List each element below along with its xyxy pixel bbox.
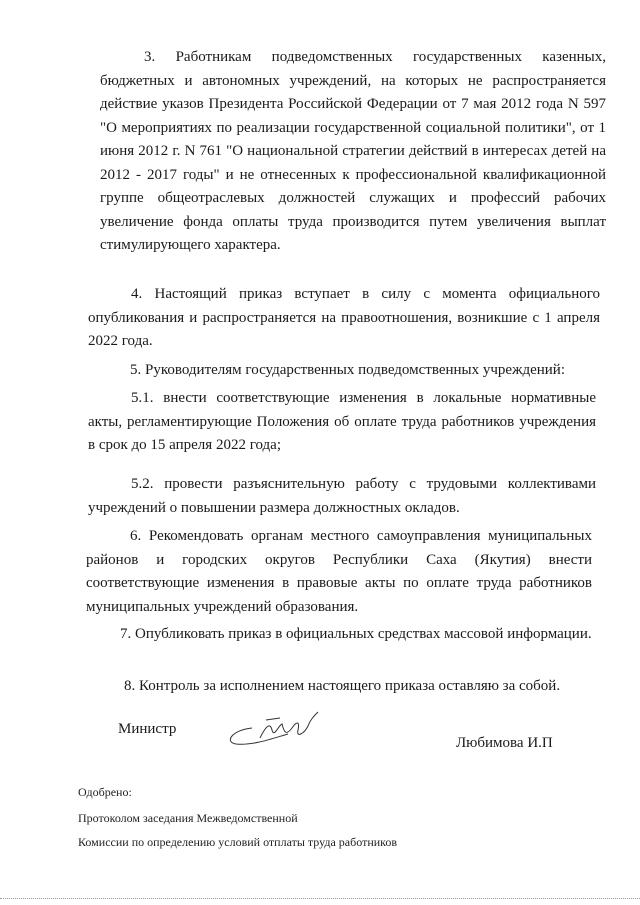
paragraph-8: 8. Контроль за исполнением настоящего приказа оставляю за собой. [124, 678, 561, 694]
signer-position: Министр [118, 721, 177, 737]
paragraph-5-2: 5.2. провести разъяснительную работу с трудовыми коллективами учреждений о повышении размера должностных окладов. [88, 476, 596, 516]
page-bottom-divider [0, 898, 640, 899]
handwritten-signature [222, 708, 326, 752]
approval-line: Комиссии по определению условий отплаты труда работников [78, 835, 398, 849]
signer-name: Любимова И.П [456, 735, 553, 751]
paragraph-7: 7. Опубликовать приказ в официальных средствах массовой информации. [120, 626, 592, 642]
paragraph-4: 4. Настоящий приказ вступает в силу с момента официального опубликования и распространяется на правоотношения, возникшие с 1 апреля 2022 года. [88, 286, 600, 349]
paragraph-5-1: 5.1. внести соответствующие изменения в локальные нормативные акты, регламентирующие Положения об оплате труда работников учреждения в срок до 15 апреля 2022 года; [88, 390, 596, 453]
approval-heading: Одобрено: [78, 785, 132, 799]
paragraph-5: 5. Руководителям государственных подведомственных учреждений: [130, 362, 565, 378]
paragraph-3: 3. Работникам подведомственных государственных казенных, бюджетных и автономных учреждений, на которых не распространяется действие указов Президента Российской Федерации от 7 мая 2012 года N 597 "О мероприятиях по реализации государственной социальной политики", от 1 июня 2012 г. N 761 "О национальной стратегии действий в интересах детей на 2012 - 2017 годы" и не отнесенных к профессиональной квалификационной группе общеотраслевых должностей служащих и профессий рабочих увеличение фонда оплаты труда производится путем увеличения выплат стимулирующего характера. [100, 49, 606, 253]
paragraph-6: 6. Рекомендовать органам местного самоуправления муниципальных районов и городских округов Республики Саха (Якутия) внести соответствующие изменения в правовые акты по оплате труда работников муниципальных учреждений образования. [86, 528, 592, 615]
approval-line: Протоколом заседания Межведомственной [78, 811, 298, 825]
